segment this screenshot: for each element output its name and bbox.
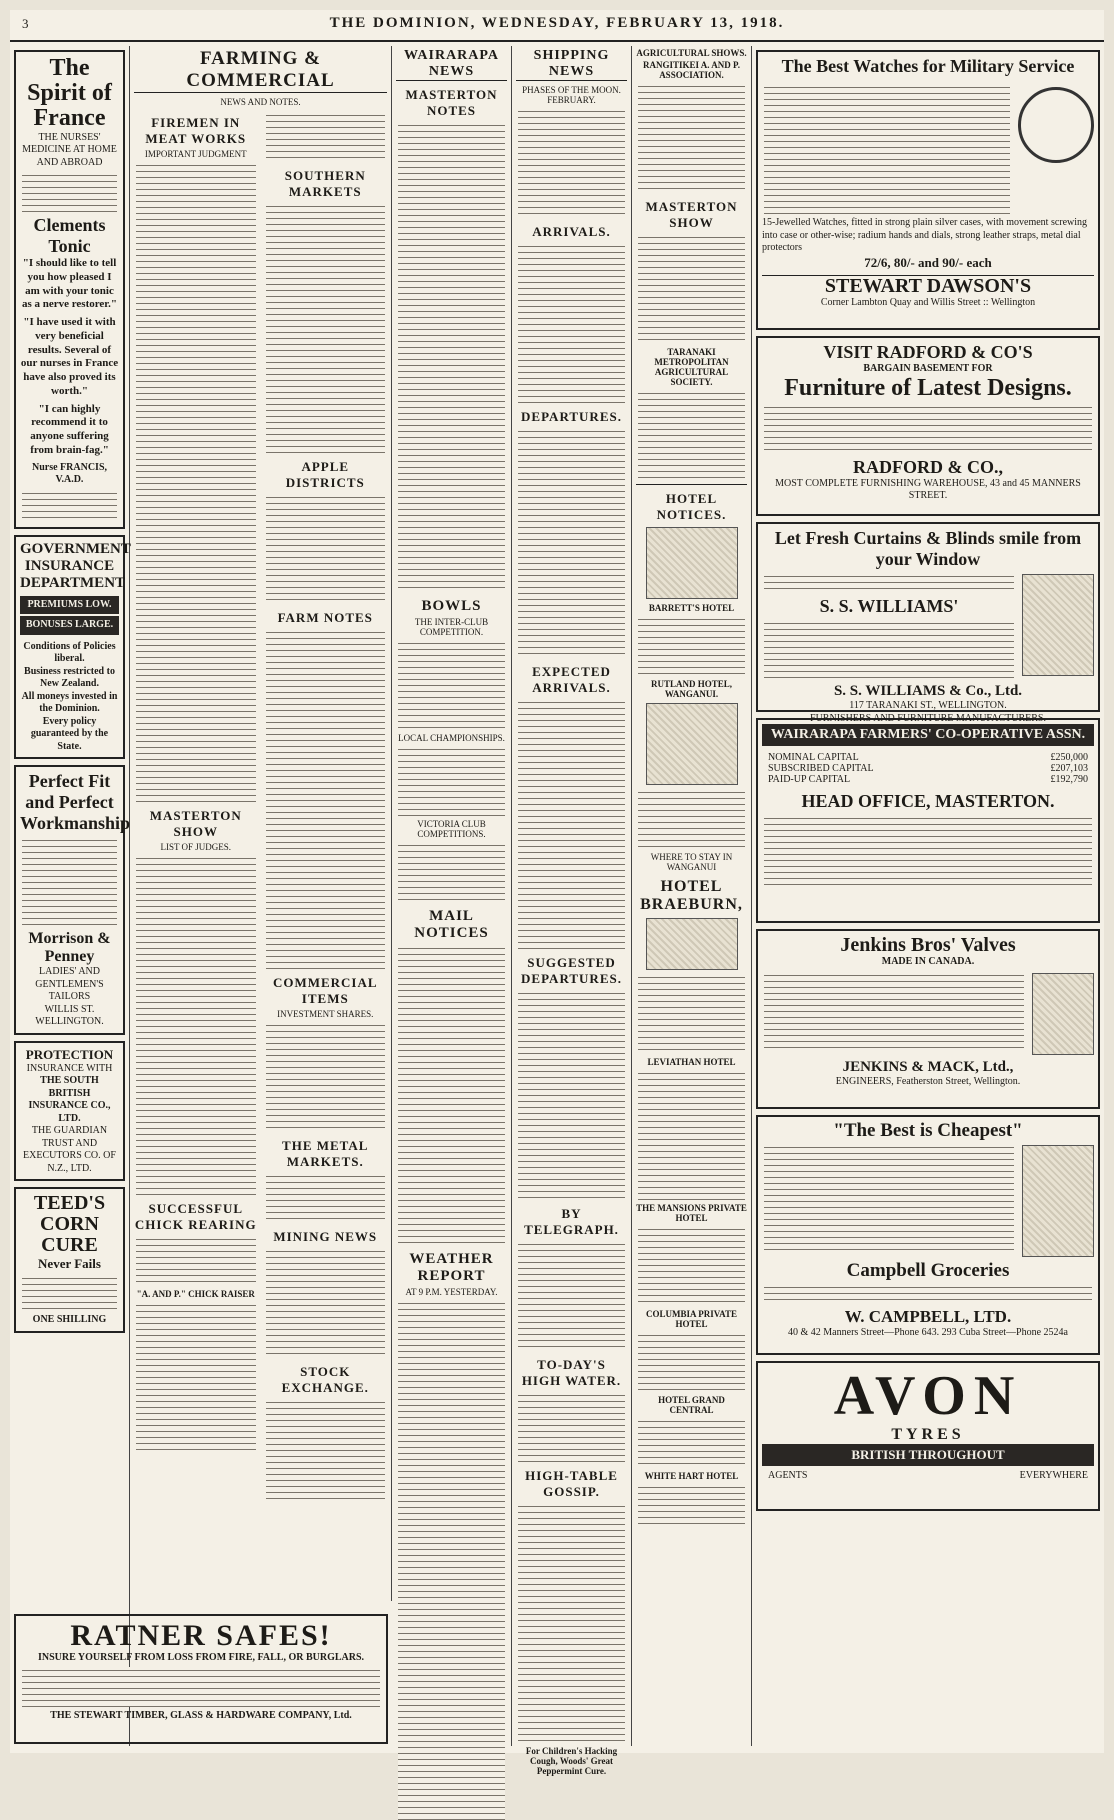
- article-subhead: PHASES OF THE MOON. FEBRUARY.: [522, 85, 621, 105]
- ad-subtitle: INSURE YOURSELF FROM LOSS FROM FIRE, FALL, OR BURGLARS.: [37, 1651, 365, 1663]
- capital-value: £192,790: [1050, 774, 1088, 785]
- address: MOST COMPLETE FURNISHING WAREHOUSE, 43 and 45 MANNERS STREET.: [775, 477, 1081, 502]
- capital-label: PAID-UP CAPITAL: [768, 774, 851, 785]
- article-body: [398, 1300, 505, 1820]
- hotel-name: COLUMBIA PRIVATE HOTEL: [646, 1309, 737, 1329]
- ad-title: VISIT RADFORD & CO'S: [823, 342, 1033, 362]
- hotel-name: THE MANSIONS PRIVATE HOTEL: [636, 1203, 747, 1223]
- article-body: [518, 1503, 625, 1743]
- quote: "I should like to tell you how pleased I am with your tonic as a nerve restorer.": [21, 257, 118, 311]
- body-text: [22, 1275, 117, 1311]
- article-body: [638, 1484, 745, 1524]
- article-headline: MASTERTON SHOW: [149, 808, 242, 839]
- section-title: FARMING & COMMERCIAL: [134, 48, 387, 93]
- article-headline: BOWLS: [421, 598, 482, 614]
- footer-notice: For Children's Hacking Cough, Woods' Great Peppermint Cure.: [525, 1746, 618, 1776]
- ad-headline: Furniture of Latest Designs.: [784, 374, 1072, 401]
- valve-illustration: [1032, 973, 1094, 1055]
- newspaper-title: THE DOMINION, WEDNESDAY, FEBRUARY 13, 1918.: [329, 15, 785, 31]
- article-body: [518, 1392, 625, 1462]
- article-body: [136, 1236, 256, 1286]
- woman-illustration: [1022, 1145, 1094, 1257]
- article-headline: EXPECTED ARRIVALS.: [532, 664, 611, 695]
- article-body: [638, 234, 745, 344]
- section-title: WAIRARAPA NEWS: [396, 48, 507, 81]
- show-notice: TARANAKI METROPOLITAN AGRICULTURAL SOCIETY.: [654, 347, 729, 387]
- article-body: [638, 974, 745, 1054]
- article-body: [518, 243, 625, 403]
- product-name: Campbell Groceries: [846, 1259, 1010, 1281]
- article-headline: AGRICULTURAL SHOWS.: [636, 48, 747, 58]
- article-headline: SUCCESSFUL CHICK REARING: [134, 1201, 257, 1232]
- article-body: [398, 842, 505, 902]
- ad-title: AVON: [833, 1365, 1023, 1427]
- article-body: [398, 640, 505, 730]
- article-body: [638, 83, 745, 193]
- farming-commercial-section: [130, 46, 392, 1601]
- ad-subtitle: BARGAIN BASEMENT FOR: [863, 363, 993, 374]
- article-headline: MAIL NOTICES: [414, 908, 489, 941]
- article-body: [136, 162, 256, 802]
- hotel-subtitle: WHERE TO STAY IN WANGANUI: [650, 852, 733, 872]
- ad-protection: [14, 1041, 125, 1182]
- article-body: [518, 699, 625, 949]
- column-ads-left: [10, 46, 130, 1746]
- ad-wairarapa-farmers: [756, 718, 1100, 923]
- ad-line: BRITISH THROUGHOUT: [762, 1444, 1094, 1466]
- capital-row: [762, 763, 1094, 774]
- article-body: [638, 616, 745, 676]
- quote: "I have used it with very beneficial results. Several of our nurses in France have also proved its worth.": [20, 316, 119, 397]
- ad-government-insurance: [14, 535, 131, 760]
- article-headline: HIGH-TABLE GOSSIP.: [525, 1468, 618, 1499]
- article-body: [518, 990, 625, 1200]
- column-ads-right: [752, 46, 1104, 1746]
- ad-title: PROTECTION: [25, 1046, 114, 1062]
- firm-name: RADFORD & CO.,: [853, 456, 1003, 477]
- article-body: [638, 1332, 745, 1392]
- article-headline: STOCK EXCHANGE.: [281, 1364, 369, 1395]
- wristwatch-icon: [1018, 87, 1094, 163]
- signature: Nurse FRANCIS, V.A.D.: [32, 461, 107, 486]
- capital-value: £207,103: [1050, 763, 1088, 774]
- farming-column-left: [134, 109, 258, 1502]
- hotel-name: HOTEL GRAND CENTRAL: [658, 1395, 725, 1415]
- firm-name: S. S. WILLIAMS & Co., Ltd.: [833, 683, 1023, 699]
- hotel-illustration: [646, 527, 738, 599]
- ad-ss-williams: [756, 522, 1100, 724]
- article-body: [518, 428, 625, 658]
- page-number: 3: [22, 16, 31, 31]
- article-body: [398, 122, 505, 592]
- ad-title: GOVERNMENT INSURANCE DEPARTMENT: [20, 540, 131, 591]
- share-table: [266, 1022, 386, 1132]
- shipping-news-column: [512, 46, 632, 1776]
- article-body: [638, 1226, 745, 1306]
- product-name: Clements Tonic: [33, 215, 106, 257]
- article-headline: THE METAL MARKETS.: [282, 1138, 369, 1169]
- ad-subtitle: TYRES: [891, 1425, 965, 1443]
- article-body: [638, 1070, 745, 1200]
- article-body: [266, 112, 386, 162]
- ad-line: All moneys invested in the Dominion.: [21, 690, 118, 715]
- article-body: [136, 1302, 256, 1452]
- body-text: [22, 490, 117, 520]
- divider: [636, 484, 747, 485]
- article-subhead: THE INTER-CLUB COMPETITION.: [414, 617, 489, 637]
- body-text: [764, 620, 1014, 680]
- article-headline: SUGGESTED DEPARTURES.: [521, 955, 622, 986]
- article-headline: FARM NOTES: [277, 610, 373, 625]
- ad-line: THE GUARDIAN TRUST AND EXECUTORS CO. OF N.Z., LTD.: [23, 1125, 116, 1174]
- ad-title: Jenkins Bros' Valves: [840, 934, 1016, 956]
- article-subhead: INVESTMENT SHARES.: [277, 1009, 374, 1019]
- head-office: HEAD OFFICE, MASTERTON.: [801, 791, 1055, 811]
- article-headline: HOTEL NOTICES.: [656, 491, 727, 522]
- ad-line: Business restricted to New Zealand.: [24, 665, 115, 690]
- article-body: [398, 746, 505, 816]
- article-subhead: IMPORTANT JUDGMENT: [144, 149, 247, 159]
- hotel-name: BARRETT'S HOTEL: [648, 603, 735, 613]
- capital-label: SUBSCRIBED CAPITAL: [768, 763, 874, 774]
- ad-line: PREMIUMS LOW.: [20, 596, 119, 615]
- ad-line: LADIES' AND GENTLEMEN'S TAILORS: [35, 966, 104, 1003]
- ad-campbell-groceries: [756, 1115, 1100, 1355]
- ad-title: Perfect Fit and Perfect Workmanship: [20, 771, 131, 834]
- firm-name: THE STEWART TIMBER, GLASS & HARDWARE COMPANY, Ltd.: [50, 1710, 352, 1721]
- article-body: [518, 1241, 625, 1351]
- ad-title: Let Fresh Curtains & Blinds smile from your Window: [774, 528, 1082, 569]
- wairarapa-news-column: [392, 46, 512, 1746]
- body-text: [764, 84, 1010, 214]
- address: 40 & 42 Manners Street—Phone 643. 293 Cuba Street—Phone 2524a: [788, 1326, 1068, 1338]
- address: WILLIS ST. WELLINGTON.: [35, 1003, 104, 1028]
- article-headline: TO-DAY'S HIGH WATER.: [521, 1357, 622, 1388]
- ad-teeds-corn-cure: [14, 1187, 125, 1333]
- article-subhead: LIST OF JUDGES.: [160, 842, 232, 852]
- shows-hotels-column: [632, 46, 752, 1746]
- article-headline: APPLE DISTRICTS: [285, 459, 365, 490]
- article-body: [398, 945, 505, 1245]
- hotel-illustration: [646, 703, 738, 785]
- body-text: [22, 172, 117, 212]
- ad-stewart-dawson-watches: [756, 50, 1100, 330]
- article-body: [638, 789, 745, 849]
- ad-line: 15-Jewelled Watches, fitted in strong plain silver cases, with movement screwing into case or other-wise; radium hands and dials, strong leather straps, metal dial protectors: [762, 217, 1088, 253]
- section-title: SHIPPING NEWS: [516, 48, 627, 81]
- article-body: [266, 203, 386, 453]
- firm-name: JENKINS & MACK, Ltd.,: [842, 1058, 1014, 1075]
- ad-line: Conditions of Policies liberal.: [23, 640, 116, 665]
- ad-title: TEED'S CORN CURE: [33, 1192, 106, 1257]
- ad-avon-tyres: [756, 1361, 1100, 1511]
- farming-column-right: [264, 109, 388, 1502]
- body-text: [764, 1284, 1092, 1304]
- ad-line: ONE SHILLING: [32, 1314, 107, 1326]
- ad-line: INSURANCE WITH: [26, 1062, 113, 1074]
- address: ENGINEERS, Featherston Street, Wellington.: [835, 1075, 1021, 1087]
- newspaper-page: [10, 10, 1104, 1776]
- article-body: [266, 1399, 386, 1499]
- ad-title: RATNER SAFES!: [70, 1619, 332, 1652]
- article-body: [266, 1173, 386, 1223]
- capital-row: [762, 774, 1094, 785]
- article-body: [266, 494, 386, 604]
- ad-line: Every policy guaranteed by the State.: [30, 715, 109, 752]
- article-subhead: VICTORIA CLUB COMPETITIONS.: [417, 819, 486, 839]
- body-text: [764, 972, 1024, 1052]
- firm-name: Morrison & Penney: [28, 930, 111, 966]
- article-headline: ARRIVALS.: [532, 224, 611, 239]
- firm-name: STEWART DAWSON'S: [762, 275, 1094, 297]
- ad-line: Never Fails: [38, 1256, 101, 1272]
- body-text: [764, 1144, 1014, 1254]
- hotel-illustration: [646, 918, 738, 970]
- ad-title: "The Best is Cheapest": [833, 1120, 1023, 1141]
- quote: "I can highly recommend it to anyone suffering from brain-fag.": [30, 402, 109, 456]
- ad-subtitle: THE NURSES' MEDICINE AT HOME AND ABROAD: [22, 131, 117, 168]
- article-headline: DEPARTURES.: [521, 409, 622, 424]
- ad-title: WAIRARAPA FARMERS' CO-OPERATIVE ASSN.: [762, 724, 1094, 746]
- ad-perfect-fit: [14, 765, 131, 1035]
- tide-table: [518, 108, 625, 218]
- show-notice: MASTERTON SHOW: [645, 199, 738, 230]
- article-body: [638, 1418, 745, 1468]
- firm-name: S. S. WILLIAMS': [819, 596, 959, 616]
- hotel-name: WHITE HART HOTEL: [644, 1471, 739, 1481]
- ad-ratner-safes: [14, 1614, 388, 1744]
- ad-title: The Best Watches for Military Service: [781, 56, 1075, 76]
- ad-subtitle: FURNISHERS AND FURNITURE MANUFACTURERS.: [810, 712, 1046, 724]
- ad-spirit-of-france: [14, 50, 125, 529]
- capital-value: £250,000: [1050, 752, 1088, 763]
- firm-name: W. CAMPBELL, LTD.: [844, 1306, 1012, 1326]
- ad-title: The Spirit of France: [27, 55, 112, 132]
- body-text: [22, 1667, 380, 1707]
- capital-row: [762, 752, 1094, 763]
- agents-row: [762, 1470, 1094, 1481]
- article-headline: SOUTHERN MARKETS: [284, 168, 366, 199]
- capital-label: NOMINAL CAPITAL: [768, 752, 859, 763]
- ad-jenkins-valves: [756, 929, 1100, 1109]
- masthead: [10, 10, 1104, 42]
- section-subtitle: NEWS AND NOTES.: [220, 97, 301, 107]
- hotel-name: HOTEL BRAEBURN,: [640, 878, 743, 913]
- article-body: [266, 629, 386, 969]
- article-headline: WEATHER REPORT: [409, 1251, 494, 1284]
- ad-subtitle: MADE IN CANADA.: [881, 956, 975, 967]
- ad-line: EVERYWHERE: [1019, 1469, 1088, 1481]
- ad-line: AGENTS: [768, 1469, 808, 1481]
- hotel-name: RUTLAND HOTEL, WANGANUI.: [650, 679, 732, 699]
- article-body: [136, 855, 256, 1195]
- ad-line: THE SOUTH BRITISH INSURANCE CO., LTD.: [28, 1075, 111, 1124]
- body-text: [764, 815, 1092, 885]
- article-headline: COMMERCIAL ITEMS: [272, 975, 378, 1006]
- ad-radford: [756, 336, 1100, 516]
- article-headline: FIREMEN IN MEAT WORKS: [145, 115, 247, 146]
- ad-line: BONUSES LARGE.: [20, 616, 119, 635]
- hotel-name: LEVIATHAN HOTEL: [647, 1057, 736, 1067]
- article-body: [638, 390, 745, 480]
- address: 117 TARANAKI ST., WELLINGTON.: [849, 700, 1007, 711]
- price-list: [764, 404, 1092, 454]
- body-text: [22, 837, 117, 927]
- curtain-illustration: [1022, 574, 1094, 676]
- price: 72/6, 80/- and 90/- each: [864, 254, 992, 270]
- article-headline: BY TELEGRAPH.: [524, 1206, 619, 1237]
- article-headline: MINING NEWS: [273, 1229, 378, 1244]
- body-text: [764, 573, 1014, 593]
- show-notice: RANGITIKEI A. AND P. ASSOCIATION.: [643, 60, 740, 80]
- article-subhead: LOCAL CHAMPIONSHIPS.: [398, 733, 505, 743]
- article-body: [266, 1248, 386, 1358]
- article-subhead: AT 9 P.M. YESTERDAY.: [405, 1287, 498, 1297]
- address: Corner Lambton Quay and Willis Street :: Wellington: [820, 296, 1036, 308]
- article-headline: MASTERTON NOTES: [405, 87, 498, 118]
- article-subhead: "A. AND P." CHICK RAISER: [136, 1289, 255, 1299]
